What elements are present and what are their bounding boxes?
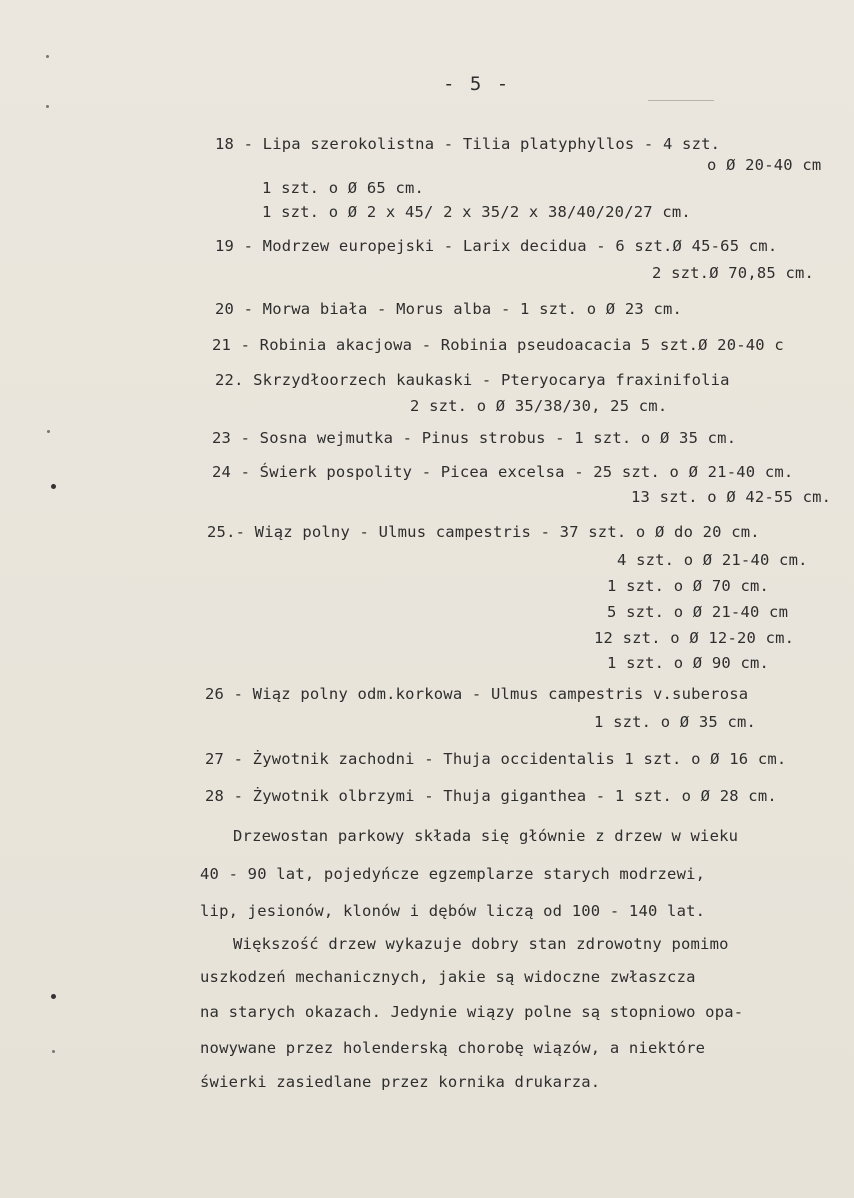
entry-27-line: 27 - Żywotnik zachodni - Thuja occidentalis 1 szt. o Ø 16 cm. <box>205 750 787 768</box>
paragraph-1-line-3: lip, jesionów, klonów i dębów liczą od 100 - 140 lat. <box>200 902 706 920</box>
entry-26-line-1: 26 - Wiąz polny odm.korkowa - Ulmus campestris v.suberosa <box>205 685 749 703</box>
paragraph-2-line-4: nowywane przez holenderską chorobę wiązów, a niektóre <box>200 1039 706 1057</box>
entry-26-line-2: 1 szt. o Ø 35 cm. <box>594 713 757 731</box>
margin-dot <box>51 994 56 999</box>
entry-28-line: 28 - Żywotnik olbrzymi - Thuja giganthea - 1 szt. o Ø 28 cm. <box>205 787 777 805</box>
entry-24-line-2: 13 szt. o Ø 42-55 cm. <box>631 488 832 506</box>
entry-25-line-1: 25.- Wiąz polny - Ulmus campestris - 37 szt. o Ø do 20 cm. <box>207 523 760 541</box>
paragraph-2-line-1: Większość drzew wykazuje dobry stan zdrowotny pomimo <box>233 935 729 953</box>
entry-24-line-1: 24 - Świerk pospolity - Picea excelsa - 25 szt. o Ø 21-40 cm. <box>212 463 794 481</box>
entry-18-line-3: 1 szt. o Ø 65 cm. <box>262 179 425 197</box>
margin-speck <box>52 1050 55 1053</box>
paragraph-2-line-2: uszkodzeń mechanicznych, jakie są widoczne zwłaszcza <box>200 968 696 986</box>
margin-speck <box>47 430 50 433</box>
header-rule <box>648 100 714 101</box>
margin-speck <box>46 105 49 108</box>
entry-18-line-1: 18 - Lipa szerokolistna - Tilia platyphyllos - 4 szt. <box>215 135 721 153</box>
entry-20-line: 20 - Morwa biała - Morus alba - 1 szt. o Ø 23 cm. <box>215 300 683 318</box>
paragraph-1-line-2: 40 - 90 lat, pojedyńcze egzemplarze starych modrzewi, <box>200 865 706 883</box>
entry-18-line-4: 1 szt. o Ø 2 x 45/ 2 x 35/2 x 38/40/20/27 cm. <box>262 203 691 221</box>
paragraph-2-line-5: świerki zasiedlane przez kornika drukarza. <box>200 1073 601 1091</box>
entry-25-line-4: 5 szt. o Ø 21-40 cm <box>607 603 789 621</box>
entry-25-line-5: 12 szt. o Ø 12-20 cm. <box>594 629 795 647</box>
entry-22-line-1: 22. Skrzydłoorzech kaukaski - Pteryocarya fraxinifolia <box>215 371 730 389</box>
entry-25-line-3: 1 szt. o Ø 70 cm. <box>607 577 770 595</box>
entry-19-line-2: 2 szt.Ø 70,85 cm. <box>652 264 815 282</box>
margin-dot <box>51 484 56 489</box>
entry-21-line: 21 - Robinia akacjowa - Robinia pseudoacacia 5 szt.Ø 20-40 c <box>212 336 784 354</box>
paragraph-1-line-1: Drzewostan parkowy składa się głównie z drzew w wieku <box>233 827 739 845</box>
entry-23-line: 23 - Sosna wejmutka - Pinus strobus - 1 szt. o Ø 35 cm. <box>212 429 737 447</box>
entry-22-line-2: 2 szt. o Ø 35/38/30, 25 cm. <box>410 397 668 415</box>
margin-speck <box>46 55 49 58</box>
entry-25-line-2: 4 szt. o Ø 21-40 cm. <box>617 551 808 569</box>
entry-19-line-1: 19 - Modrzew europejski - Larix decidua - 6 szt.Ø 45-65 cm. <box>215 237 778 255</box>
entry-18-line-2: o Ø 20-40 cm <box>707 156 822 174</box>
entry-25-line-6: 1 szt. o Ø 90 cm. <box>607 654 770 672</box>
paragraph-2-line-3: na starych okazach. Jedynie wiązy polne są stopniowo opa- <box>200 1003 744 1021</box>
page-number: - 5 - <box>443 73 511 95</box>
